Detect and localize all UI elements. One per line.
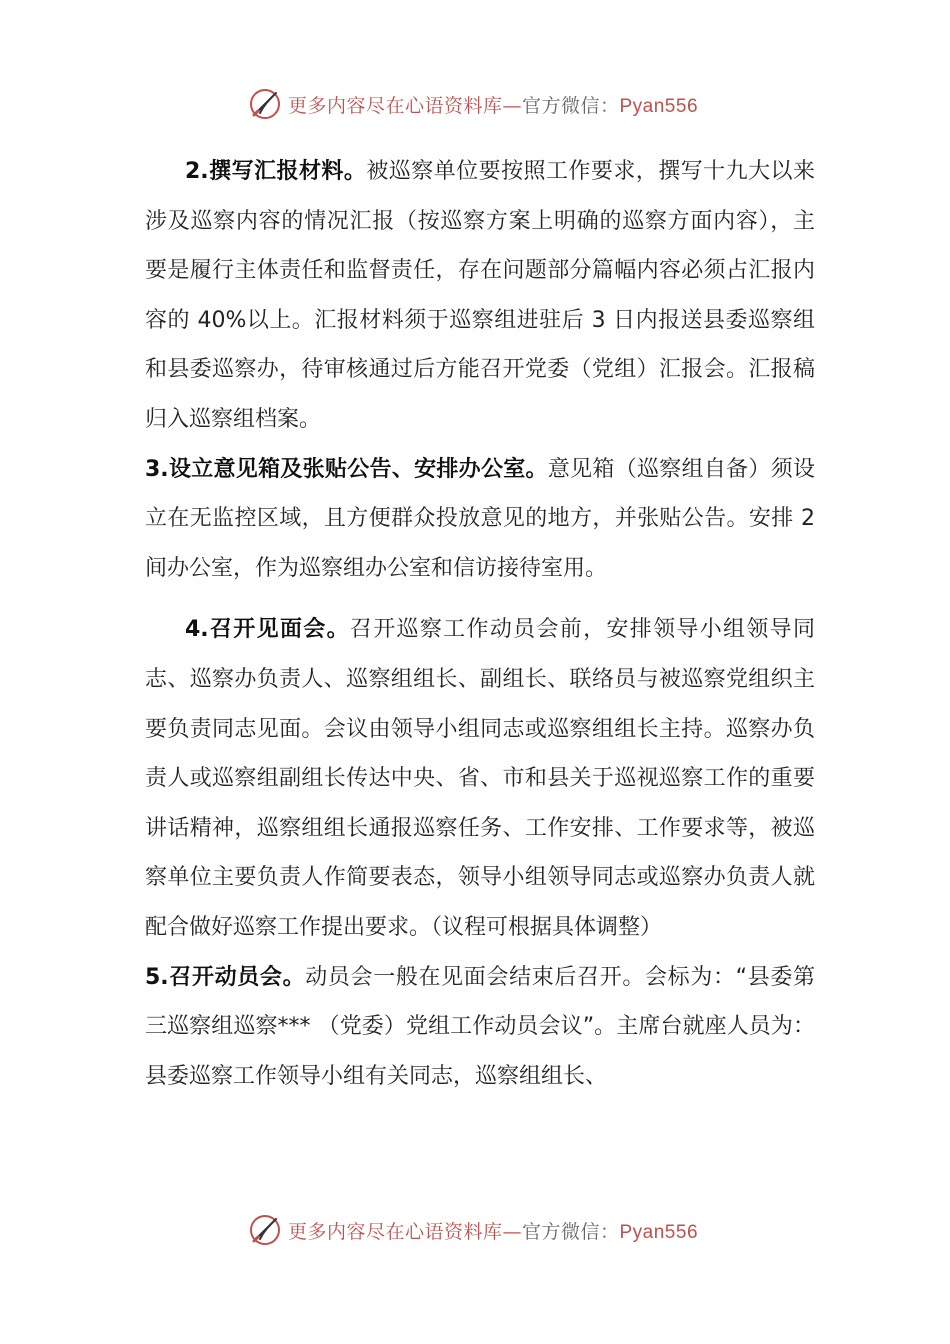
paragraph-2-heading: 2.撰写汇报材料。 (185, 159, 367, 184)
footer-banner-main: 更多内容尽在心语资料库 (287, 1220, 503, 1243)
header-banner-text (288, 91, 698, 118)
footer-wechat-id: Pyan556 (619, 1221, 699, 1243)
paragraph-4 (145, 605, 815, 952)
paragraph-4-heading: 4.召开见面会。 (185, 617, 350, 643)
paragraph-5-text: 动员会一般在见面会结束后召开。会标为：“县委第三巡察组巡察*** （党委）党组工作动员会议”。主席台就座人员为：县委巡察工作领导小组有关同志，巡察组组长、 (145, 964, 815, 1089)
paragraph-2 (145, 147, 815, 445)
quill-logo-icon (248, 87, 282, 121)
header-banner (0, 84, 950, 124)
header-wechat-id: Pyan556 (619, 95, 699, 117)
header-banner-sep: — (502, 94, 522, 117)
paragraph-4-text: 召开巡察工作动员会前，安排领导小组领导同志、巡察办负责人、巡察组组长、副组长、联络员与被巡察党组织主要负责同志见面。会议由领导小组同志或巡察组组长主持。巡察办负责人或巡察组副组长传达中央、省、市和县关于巡视巡察工作的重要讲话精神，巡察组组长通报巡察任务、工作安排、工作要求等，被巡察单位主要负责人作简要表态，领导小组领导同志或巡察办负责人就配合做好巡察工作提出要求。（议程可根据具体调整） (145, 617, 815, 940)
footer-banner (0, 1210, 950, 1250)
footer-wechat-label: 官方微信： (521, 1220, 620, 1243)
paragraph-2-text: 被巡察单位要按照工作要求，撰写十九大以来涉及巡察内容的情况汇报（按巡察方案上明确的巡察方面内容），主要是履行主体责任和监督责任，存在问题部分篇幅内容必须占汇报内容的 40%以上。汇报材料须于巡察组进驻后 3 日内报送县委巡察组和县委巡察办，待审核通过后方能召开党委（党组）汇报会。汇报稿归入巡察组档案。 (145, 159, 815, 432)
footer-banner-sep: — (502, 1220, 522, 1243)
document-body (145, 147, 815, 1101)
header-banner-main: 更多内容尽在心语资料库 (287, 94, 503, 117)
paragraph-3-text: 意见箱（巡察组自备）须设立在无监控区域，且方便群众投放意见的地方，并张贴公告。安排 2 间办公室，作为巡察组办公室和信访接待室用。 (145, 456, 815, 581)
header-wechat-label: 官方微信： (521, 94, 620, 117)
footer-banner-text (288, 1217, 698, 1244)
paragraph-3-heading: 3.设立意见箱及张贴公告、安排办公室。 (145, 456, 548, 482)
paragraph-3 (145, 445, 815, 594)
paragraph-5 (145, 953, 815, 1102)
paragraph-5-heading: 5.召开动员会。 (145, 964, 306, 990)
quill-logo-icon (248, 1213, 282, 1247)
